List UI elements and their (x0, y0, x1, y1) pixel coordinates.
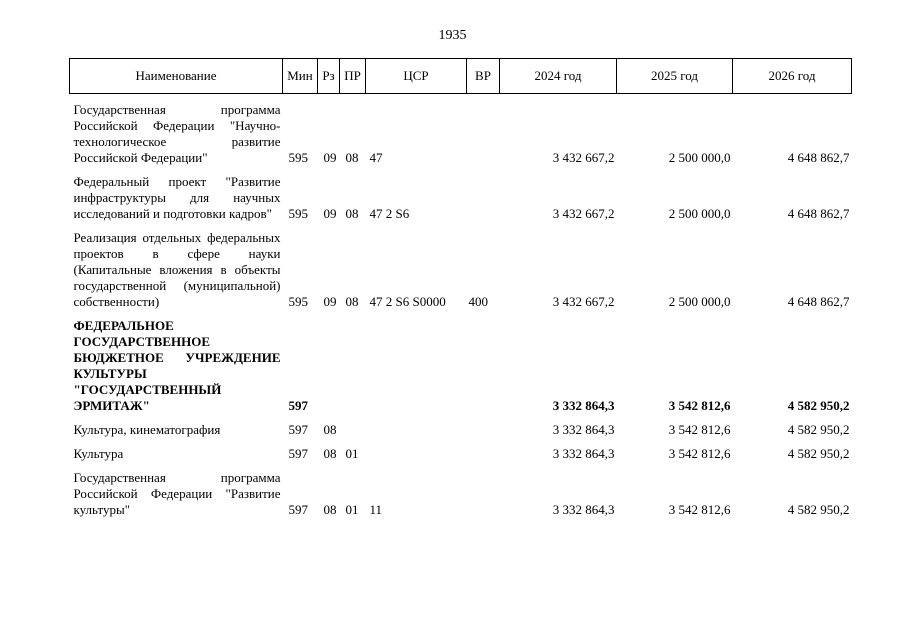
table-row (70, 170, 852, 226)
row-2026: 4 648 862,7 (787, 150, 850, 165)
header-2024: 2024 год (500, 59, 617, 94)
row-rz: 09 (323, 294, 337, 309)
header-min: Мин (283, 59, 318, 94)
row-pr (340, 314, 366, 418)
row-pr: 08 (345, 150, 359, 165)
row-2025: 3 542 812,6 (668, 398, 731, 413)
row-2024: 3 332 864,3 (552, 502, 615, 517)
row-2024: 3 332 864,3 (552, 422, 615, 437)
row-name: ФЕДЕРАЛЬНОЕ ГОСУДАРСТВЕННОЕ БЮДЖЕТНОЕ УЧРЕЖДЕНИЕ КУЛЬТУРЫ "ГОСУДАРСТВЕННЫЙ ЭРМИТАЖ" (73, 318, 281, 413)
table-row (70, 226, 852, 314)
table-header-row (70, 59, 852, 94)
row-csr (366, 418, 467, 442)
header-name: Наименование (70, 59, 283, 94)
row-min: 597 (288, 446, 308, 461)
row-rz (318, 314, 340, 418)
row-pr: 01 (345, 446, 359, 461)
row-vr (467, 418, 500, 442)
row-rz: 08 (323, 446, 337, 461)
row-vr (467, 442, 500, 466)
row-pr (340, 418, 366, 442)
row-name: Культура (73, 446, 124, 461)
table-row (70, 418, 852, 442)
row-2026: 4 648 862,7 (787, 206, 850, 221)
budget-table (69, 58, 852, 522)
row-min: 595 (288, 206, 308, 221)
row-2025: 2 500 000,0 (668, 294, 731, 309)
header-2026: 2026 год (733, 59, 852, 94)
header-csr: ЦСР (366, 59, 467, 94)
row-min: 597 (288, 422, 308, 437)
row-vr (467, 170, 500, 226)
row-2026: 4 582 950,2 (787, 422, 850, 437)
row-name: Государственная программа Российской Федерации "Научно-технологическое развитие Российской Федерации" (73, 102, 281, 165)
row-rz: 09 (323, 150, 337, 165)
header-pr: ПР (340, 59, 366, 94)
row-min: 597 (288, 398, 308, 413)
row-csr: 47 (369, 150, 383, 165)
row-pr: 08 (345, 294, 359, 309)
table-row (70, 466, 852, 522)
row-name: Федеральный проект "Развитие инфраструктуры для научных исследований и подготовки кадров" (73, 174, 281, 221)
table-row (70, 94, 852, 171)
row-2024: 3 332 864,3 (552, 446, 615, 461)
row-min: 595 (288, 150, 308, 165)
row-min: 595 (288, 294, 308, 309)
table-row (70, 314, 852, 418)
row-2025: 3 542 812,6 (668, 446, 731, 461)
row-rz: 08 (323, 422, 337, 437)
header-rz: Рз (318, 59, 340, 94)
row-name: Культура, кинематография (73, 422, 221, 437)
row-min: 597 (288, 502, 308, 517)
row-csr: 47 2 S6 (369, 206, 410, 221)
row-name: Реализация отдельных федеральных проектов в сфере науки (Капитальные вложения в объекты государственной (муниципальной) собственности) (73, 230, 281, 309)
row-csr (366, 442, 467, 466)
row-2026: 4 582 950,2 (787, 502, 850, 517)
row-rz: 08 (323, 502, 337, 517)
row-vr (467, 314, 500, 418)
row-2026: 4 582 950,2 (787, 398, 850, 413)
row-2024: 3 432 667,2 (552, 294, 615, 309)
row-2025: 3 542 812,6 (668, 502, 731, 517)
row-2025: 3 542 812,6 (668, 422, 731, 437)
row-vr (467, 94, 500, 171)
row-2025: 2 500 000,0 (668, 150, 731, 165)
row-2024: 3 432 667,2 (552, 150, 615, 165)
table-row (70, 442, 852, 466)
page-number: 1935 (438, 28, 467, 43)
row-csr (366, 314, 467, 418)
row-csr: 11 (369, 502, 383, 517)
row-rz: 09 (323, 206, 337, 221)
row-name: Государственная программа Российской Федерации "Развитие культуры" (73, 470, 281, 517)
row-vr: 400 (468, 294, 488, 309)
row-2025: 2 500 000,0 (668, 206, 731, 221)
row-csr: 47 2 S6 S0000 (369, 294, 446, 309)
header-vr: ВР (467, 59, 500, 94)
row-pr: 01 (345, 502, 359, 517)
row-2026: 4 582 950,2 (787, 446, 850, 461)
row-2024: 3 332 864,3 (552, 398, 615, 413)
header-2025: 2025 год (617, 59, 733, 94)
row-2026: 4 648 862,7 (787, 294, 850, 309)
row-2024: 3 432 667,2 (552, 206, 615, 221)
row-pr: 08 (345, 206, 359, 221)
row-vr (467, 466, 500, 522)
